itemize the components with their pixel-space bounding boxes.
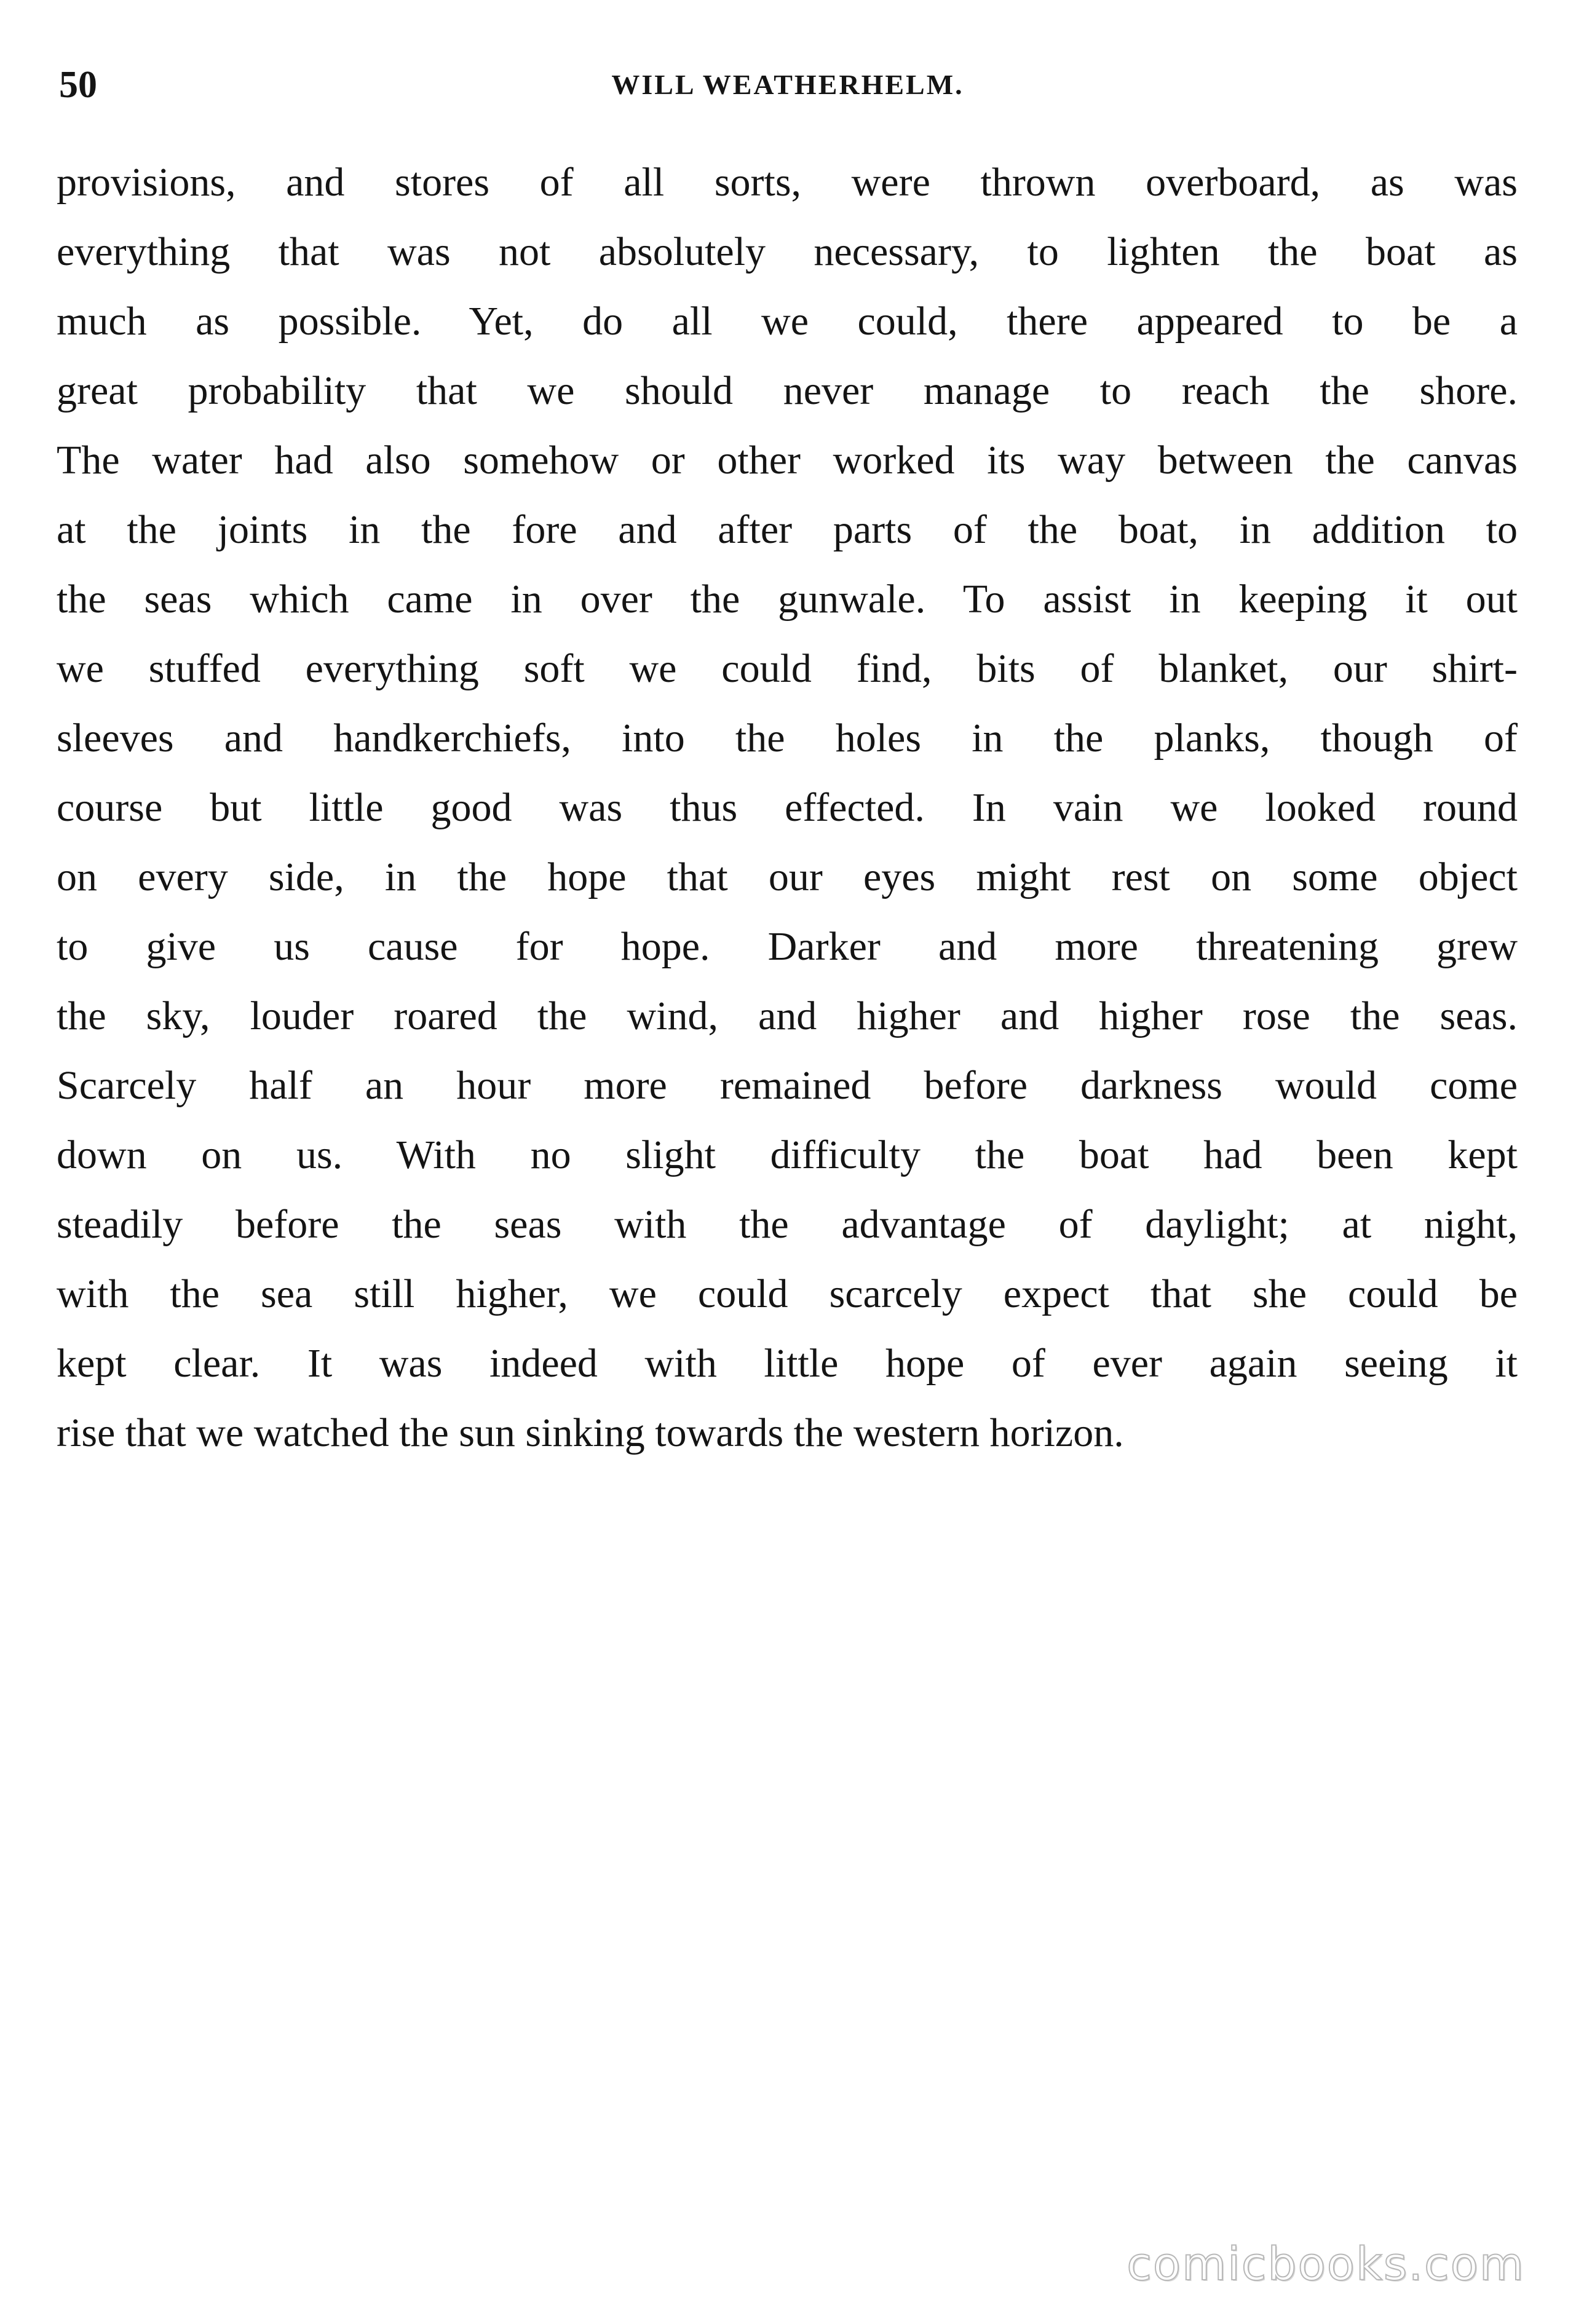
text-line: much as possible. Yet, do all we could, there appeared to be a [57,299,1518,344]
text-line: down on us. With no slight difficulty the boat had been kept [57,1132,1518,1177]
text-line: steadily before the seas with the advantage of daylight; at night, [57,1202,1518,1247]
text-line: Scarcely half an hour more remained before darkness would come [57,1063,1518,1108]
text-line: everything that was not absolutely necessary, to lighten the boat as [57,229,1518,274]
text-line: we stuffed everything soft we could find, bits of blanket, our shirt- [57,646,1518,691]
page-number: 50 [59,64,97,106]
text-line: with the sea still higher, we could scarcely expect that she could be [57,1271,1518,1316]
text-line: the sky, louder roared the wind, and higher and higher rose the seas. [57,994,1518,1038]
text-line: on every side, in the hope that our eyes might rest on some object [57,855,1518,899]
text-line: at the joints in the fore and after parts of the boat, in addition to [57,507,1518,552]
body-paragraph [57,148,1518,1468]
text-line: course but little good was thus effected. In vain we looked round [57,785,1518,830]
running-title: WILL WEATHERHELM. [611,69,964,100]
running-head [59,60,1516,109]
text-line: to give us cause for hope. Darker and more threatening grew [57,924,1518,969]
text-line: provisions, and stores of all sorts, were thrown overboard, as was [57,160,1518,205]
text-line: sleeves and handkerchiefs, into the holes in the planks, though of [57,716,1518,761]
text-line: the seas which came in over the gunwale. To assist in keeping it out [57,577,1518,622]
text-line-last: rise that we watched the sun sinking towards the western horizon. [57,1410,1124,1455]
text-line: kept clear. It was indeed with little hope of ever again seeing it [57,1341,1518,1386]
site-watermark: comicbooks.com [1127,2238,1525,2291]
text-line: great probability that we should never manage to reach the shore. [57,368,1518,413]
text-line: The water had also somehow or other worked its way between the canvas [57,438,1518,483]
